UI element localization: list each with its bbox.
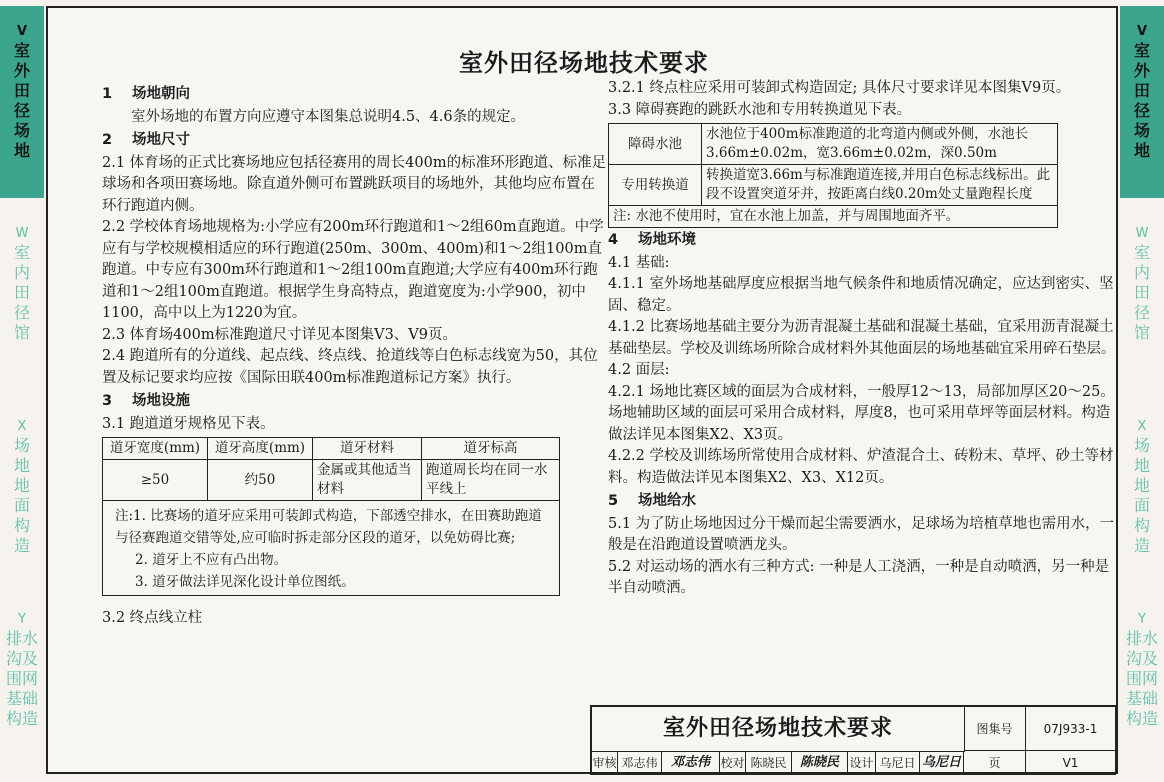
paragraph: 2.4 跑道所有的分道线、起点线、终点线、抢道线等白色标志线宽为50，其位置及标记要求均应按《国际田联400m标准跑道标记方案》执行。 — [102, 348, 598, 386]
section-number: 2 — [102, 132, 113, 148]
section-heading-3 — [102, 391, 608, 413]
section-heading-2 — [102, 130, 608, 152]
checker-name: 陈晓民 — [746, 751, 792, 775]
section-number: 1 — [102, 86, 113, 102]
section-title: 场地环境 — [638, 232, 696, 248]
side-index-right — [1120, 0, 1164, 782]
tab-letter: W — [1135, 226, 1149, 241]
page-label: 页 — [964, 751, 1026, 775]
table-note-row — [103, 501, 560, 596]
side-index-left — [0, 0, 44, 782]
paragraph: 4.1 基础: — [608, 254, 670, 271]
paragraph: 3.2 终点线立柱 — [102, 610, 203, 626]
tab-label: 排水 沟及 围网 基础 构造 — [5, 629, 38, 728]
tab-letter: V — [16, 24, 28, 39]
atlas-number-label: 图集号 — [964, 707, 1026, 751]
section-number: 4 — [608, 232, 619, 248]
paragraph: 室外场地的布置方向应遵守本图集总说明4.5、4.6条的规定。 — [131, 108, 526, 125]
paragraph: 4.2 面层: — [608, 362, 670, 378]
table-row — [609, 124, 1058, 165]
designer-signature: 乌尼日 — [920, 751, 964, 775]
steeplechase-table — [608, 123, 1058, 228]
tab-letter: X — [17, 419, 27, 434]
tab-label: 场 地 地 面 构 造 — [1133, 436, 1150, 555]
side-tab-x[interactable] — [0, 405, 44, 565]
section-heading-4 — [608, 230, 1118, 252]
paragraph: 4.2.2 学校及训练场所常使用合成材料、炉渣混合土、砖粉末、草坪、砂土等材料。构造做法详见本图集X2、X3、X12页。 — [608, 448, 1114, 486]
table-header: 道牙材料 — [313, 438, 422, 460]
paragraph: 4.1.1 室外场地基础厚度应根据当地气候条件和地质情况确定，应达到密实、坚固、稳定。 — [608, 276, 1114, 314]
side-tab-v[interactable] — [0, 6, 44, 198]
table-cell: 水池位于400m标准跑道的北弯道内侧或外侧，水池长3.66m±0.02m，宽3.66m±0.02m，深0.50m — [702, 124, 1058, 165]
table-row — [103, 460, 560, 501]
title-block-title: 室外田径场地技术要求 — [592, 707, 965, 752]
tab-label: 室 内 田 径 馆 — [1133, 243, 1150, 342]
paragraph: 2.2 学校体育场地规格为:小学应有200m环行跑道和1～2组60m直跑道。中学应有与学校规模相适应的环行跑道(250m、300m、400m)和1～2组100m直跑道。中专应有300m环行跑道和1～2组100m直跑道;大学应有400m环行跑道和1～2组100m直跑道。根据学生身高特点，跑道宽度为:小学900，初中1100，高中以上为1220为宜。 — [102, 219, 604, 321]
checker-signature: 陈晓民 — [792, 751, 848, 775]
side-tab-v[interactable] — [1120, 6, 1164, 198]
tab-letter: X — [1137, 419, 1147, 434]
tab-label: 排水 沟及 围网 基础 构造 — [1125, 629, 1158, 728]
tab-label: 场 地 地 面 构 造 — [13, 436, 30, 555]
design-label: 设计 — [848, 751, 876, 775]
tab-letter: V — [1136, 24, 1148, 39]
table-note — [103, 501, 560, 596]
section-title: 场地设施 — [132, 393, 190, 409]
tab-label: 室 内 田 径 馆 — [13, 243, 30, 342]
paragraph: 2.1 体育场的正式比赛场地应包括径赛用的周长400m的标准环形跑道、标准足球场和各项田赛场地。除直道外侧可布置跳跃项目的场地外，其他均应布置在环行跑道内侧。 — [102, 154, 607, 214]
tab-label: 室 外 田 径 场 地 — [13, 41, 30, 160]
table-cell: 跑道周长均在同一水平线上 — [422, 460, 560, 501]
note-item: 注:1. 比赛场的道牙应采用可装卸式构造，下部透空排水，在田赛助跑道与径赛跑道交错等处,应可临时拆走部分区段的道牙，以免妨碍比赛; — [115, 508, 542, 546]
table-note-row — [609, 206, 1058, 228]
review-label: 审核 — [592, 751, 618, 775]
tab-label: 室 外 田 径 场 地 — [1133, 41, 1150, 160]
table-row — [609, 165, 1058, 206]
section-number: 5 — [608, 493, 619, 509]
paragraph: 3.1 跑道道牙规格见下表。 — [102, 415, 275, 432]
section-number: 3 — [102, 393, 113, 409]
right-column — [608, 78, 1118, 600]
table-note: 注: 水池不使用时，宜在水池上加盖，并与周围地面齐平。 — [609, 206, 1058, 228]
side-tab-w[interactable] — [0, 212, 44, 372]
section-title: 场地尺寸 — [132, 132, 190, 148]
paragraph: 5.2 对运动场的洒水有三种方式: 一种是人工浇洒，一种是自动喷洒，另一种是半自动喷洒。 — [608, 558, 1110, 596]
section-heading-5 — [608, 491, 1118, 513]
atlas-number: 07J933-1 — [1026, 707, 1116, 751]
section-title: 场地给水 — [638, 493, 696, 509]
section-title: 场地朝向 — [132, 86, 190, 102]
table-cell: 转换道宽3.66m与标准跑道连接,并用白色标志线标出。此段不设置突道牙并，按距离白线0.20m处丈量跑程长度 — [702, 165, 1058, 206]
paragraph: 5.1 为了防止场地因过分干燥而起尘需要洒水，足球场为培植草地也需用水，一般是在沿跑道设置喷洒龙头。 — [608, 515, 1115, 553]
table-header-row — [103, 438, 560, 460]
table-cell: ≥50 — [103, 460, 208, 501]
drawing-frame — [46, 6, 1118, 774]
check-label: 校对 — [720, 751, 746, 775]
note-item: 2. 道牙上不应有凸出物。 — [135, 552, 288, 568]
note-item: 3. 道牙做法详见深化设计单位图纸。 — [135, 574, 355, 590]
paragraph: 3.2.1 终点柱应采用可装卸式构造固定; 具体尺寸要求详见本图集V9页。 — [608, 80, 1071, 96]
tab-letter: Y — [18, 612, 26, 627]
table-cell: 专用转换道 — [609, 165, 702, 206]
designer-name: 乌尼日 — [876, 751, 920, 775]
section-heading-1 — [102, 84, 608, 106]
title-block — [590, 705, 1116, 775]
curb-spec-table — [102, 437, 560, 596]
reviewer-signature: 邓志伟 — [662, 751, 720, 775]
table-header: 道牙标高 — [422, 438, 560, 460]
paragraph: 4.2.1 场地比赛区域的面层为合成材料，一般厚12～13，局部加厚区20～25。场地辅助区域的面层可采用合成材料，厚度8，也可采用草坪等面层材料。构造做法详见本图集X2、X3页。 — [608, 383, 1115, 443]
side-tab-y[interactable] — [0, 600, 44, 775]
page-title: 室外田径场地技术要求 — [459, 48, 709, 77]
side-tab-w[interactable] — [1120, 212, 1164, 372]
page-number: V1 — [1026, 751, 1116, 775]
table-cell: 金属或其他适当材料 — [313, 460, 422, 501]
side-tab-x[interactable] — [1120, 405, 1164, 565]
tab-letter: W — [15, 226, 29, 241]
table-header: 道牙宽度(mm) — [103, 438, 208, 460]
tab-letter: Y — [1138, 612, 1146, 627]
side-tab-y[interactable] — [1120, 600, 1164, 775]
paragraph: 4.1.2 比赛场地基础主要分为沥青混凝土基础和混凝土基础，宜采用沥青混凝土基础垫层。学校及训练场所除合成材料外其他面层的场地基础宜采用碎石垫层。 — [608, 319, 1116, 357]
paragraph: 2.3 体育场400m标准跑道尺寸详见本图集V3、V9页。 — [102, 326, 457, 343]
table-cell: 约50 — [208, 460, 313, 501]
table-header: 道牙高度(mm) — [208, 438, 313, 460]
left-column — [102, 82, 608, 630]
reviewer-name: 邓志伟 — [618, 751, 662, 775]
paragraph: 3.3 障碍赛跑的跳跃水池和专用转换道见下表。 — [608, 101, 912, 118]
table-cell: 障碍水池 — [609, 124, 702, 165]
